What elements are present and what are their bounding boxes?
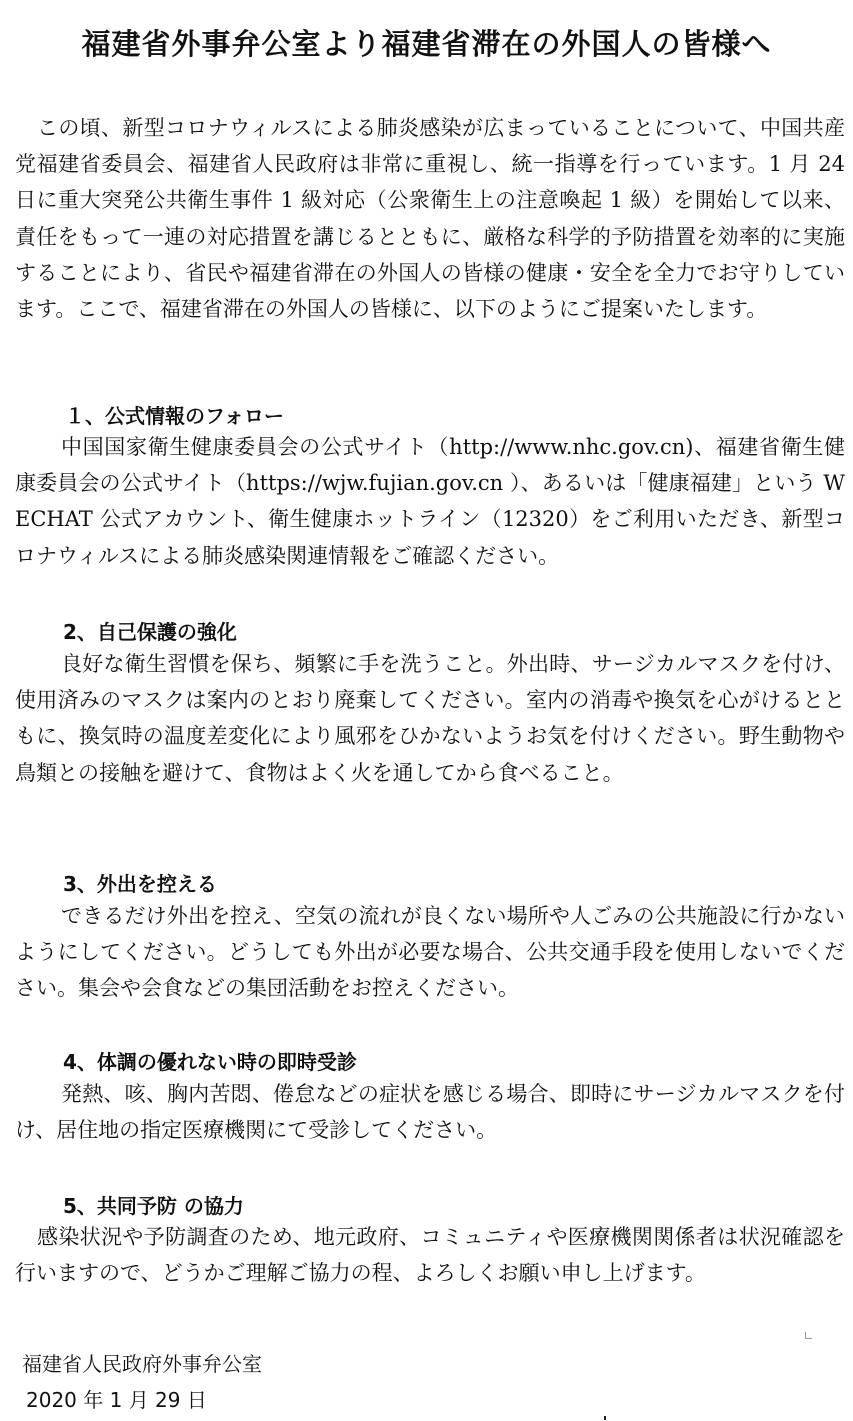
section-1-heading: １、公式情報のフォロー xyxy=(65,404,284,428)
signature-date: 2020 年 1 月 29 日 xyxy=(26,1388,207,1412)
section-2-heading: 2、自己保護の強化 xyxy=(63,620,237,644)
document-title: 福建省外事弁公室より福建省滞在の外国人の皆様へ xyxy=(81,27,772,61)
section-5-heading: 5、共同予防 の協力 xyxy=(63,1194,244,1218)
section-4-body: 発熱、咳、胸内苦悶、倦怠などの症状を感じる場合、即時にサージカルマスクを付け、居住地の指定医療機関にて受診してください。 xyxy=(15,1082,845,1143)
signature-office: 福建省人民政府外事弁公室 xyxy=(22,1352,262,1376)
section-1-body: 中国国家衛生健康委員会の公式サイト（http://www.nhc.gov.cn)、福建省衛生健康委員会の公式サイト（https://wjw.fujian.gov.cn ）、あるいは「健康福建」という WECHAT 公式アカウント、衛生健康ホットライン（12320）をご利用いただき、新型コロナウィルスによる肺炎感染関連情報をご確認ください。 xyxy=(15,435,845,568)
section-3-heading: 3、外出を控える xyxy=(63,872,217,896)
paragraph-mark-icon xyxy=(805,1332,812,1339)
intro-paragraph: この頃、新型コロナウィルスによる肺炎感染が広まっていることについて、中国共産党福建省委員会、福建省人民政府は非常に重視し、統一指導を行っています。1 月 24 日に重大突発公共衛生事件 1 級対応（公衆衛生上の注意喚起 1 級）を開始して以来、責任をもって一連の対応措置を講じるとともに、厳格な科学的予防措置を効率的に実施することにより、省民や福建省滞在の外国人の皆様の健康・安全を全力でお守りしています。ここで、福建省滞在の外国人の皆様に、以下のようにご提案いたします。 xyxy=(15,116,845,322)
section-4-heading: 4、体調の優れない時の即時受診 xyxy=(63,1050,357,1074)
cursor-mark-icon xyxy=(604,1416,606,1420)
section-2-body: 良好な衛生習慣を保ち、頻繁に手を洗うこと。外出時、サージカルマスクを付け、使用済みのマスクは案内のとおり廃棄してください。室内の消毒や換気を心がけるとともに、換気時の温度差変化により風邪をひかないようお気を付けください。野生動物や鳥類との接触を避けて、食物はよく火を通してから食べること。 xyxy=(15,652,845,785)
section-5-body: 感染状況や予防調査のため、地元政府、コミュニティや医療機関関係者は状況確認を行いますので、どうかご理解ご協力の程、よろしくお願い申し上げます。 xyxy=(15,1225,845,1286)
section-3-body: できるだけ外出を控え、空気の流れが良くない場所や人ごみの公共施設に行かないようにしてください。どうしても外出が必要な場合、公共交通手段を使用しないでください。集会や会食などの集団活動をお控えください。 xyxy=(15,904,845,1001)
